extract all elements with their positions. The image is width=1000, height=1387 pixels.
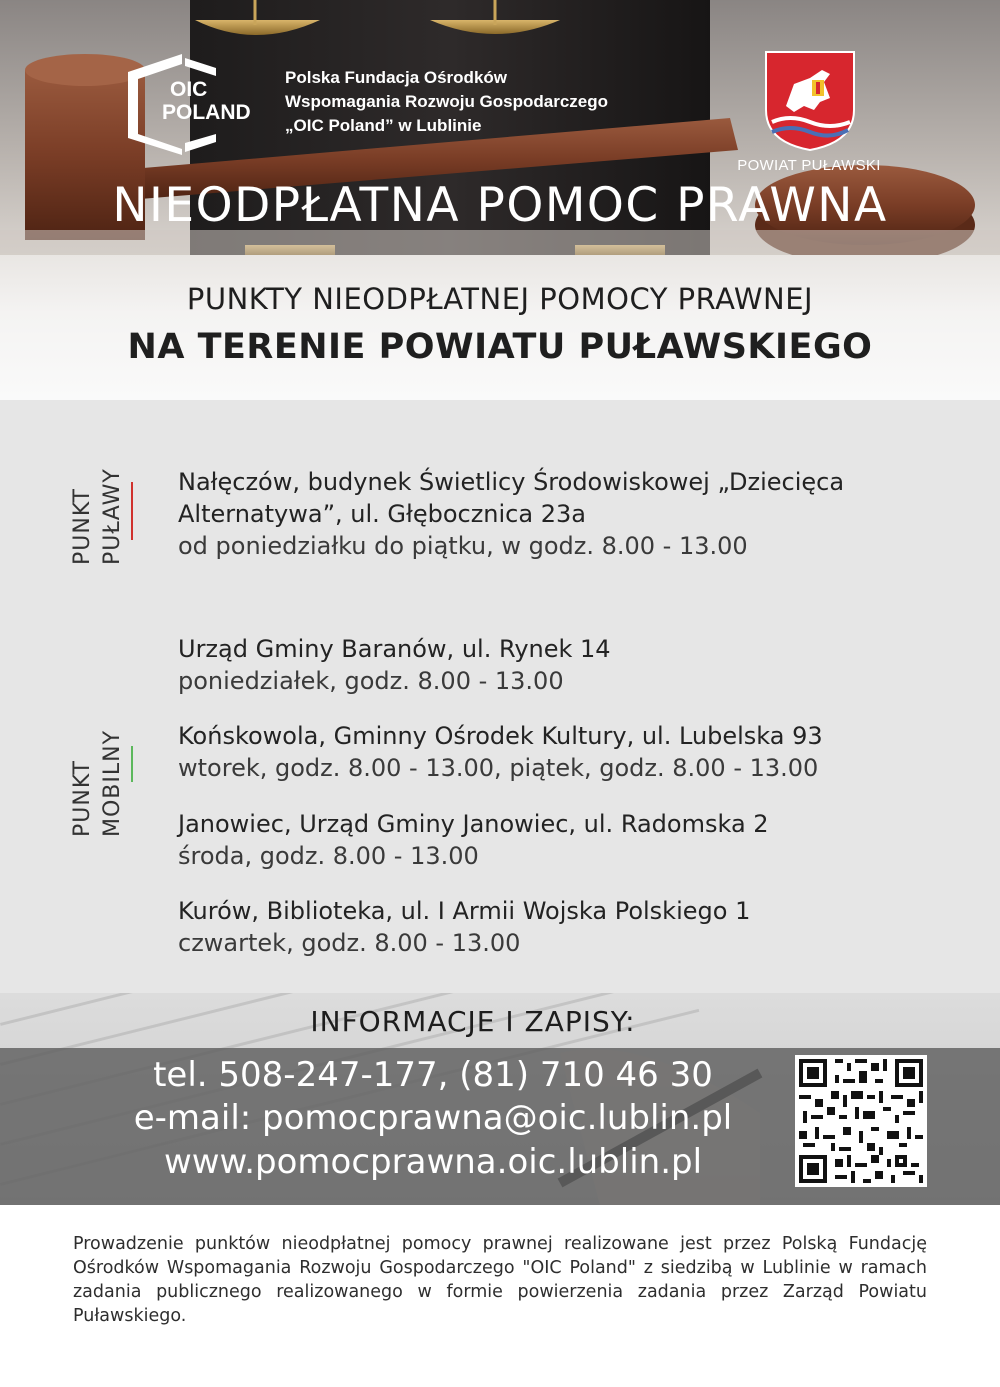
section-label-line: MOBILNY: [100, 729, 125, 837]
oic-poland-logo: [120, 52, 265, 157]
main-title: NIEODPŁATNA POMOC PRAWNA: [112, 178, 888, 233]
subtitle-line-1: PUNKTY NIEODPŁATNEJ POMOCY PRAWNEJ: [186, 282, 814, 316]
section-label-line: PUNKT: [70, 760, 95, 837]
location-naleczow: [178, 466, 844, 562]
location-konskowola: [178, 720, 823, 784]
contact-phone[interactable]: tel. 508-247-177, (81) 710 46 30: [153, 1055, 713, 1095]
contact-section: [0, 993, 1000, 1205]
accent-bar-green: [131, 746, 133, 782]
location-address: Janowiec, Urząd Gminy Janowiec, ul. Radomska 2: [178, 810, 769, 838]
location-address: Urząd Gminy Baranów, ul. Rynek 14: [178, 635, 611, 663]
logo-text-poland: POLAND: [162, 101, 251, 124]
organization-name: [285, 66, 608, 138]
accent-bar-red: [131, 482, 133, 540]
location-address: Nałęczów, budynek Świetlicy Środowiskowej „Dziecięca: [178, 468, 845, 496]
location-hours: poniedziałek, godz. 8.00 - 13.00: [178, 667, 564, 695]
section-label-line: PUŁAWY: [100, 468, 125, 565]
org-line: Wspomagania Rozwoju Gospodarczego: [285, 92, 609, 111]
location-hours: środa, godz. 8.00 - 13.00: [178, 842, 479, 870]
footer-note: Prowadzenie punktów nieodpłatnej pomocy prawnej realizowane jest przez Polską Fundację Ośrodków Wspomagania Rozwoju Gospodarczego "OIC Poland" z siedzibą w Lublinie w ramach zadania publicznego realizowanego w formie powierzenia zadania przez Zarząd Powiatu Puławskiego.: [73, 1234, 927, 1326]
locations-section: [0, 400, 1000, 993]
contact-heading: INFORMACJE I ZAPISY:: [310, 1005, 636, 1038]
location-kurow: [178, 895, 750, 959]
location-hours: od poniedziałku do piątku, w godz. 8.00 - 13.00: [178, 532, 748, 560]
subtitle-line-2: NA TERENIE POWIATU PUŁAWSKIEGO: [127, 327, 873, 367]
org-line: „OIC Poland” w Lublinie: [285, 116, 482, 135]
location-baranow: [178, 633, 611, 697]
contact-website[interactable]: www.pomocprawna.oic.lublin.pl: [163, 1142, 703, 1182]
location-address: Kurów, Biblioteka, ul. I Armii Wojska Polskiego 1: [178, 897, 751, 925]
section-label-line: PUNKT: [70, 488, 95, 565]
qr-code-icon[interactable]: [795, 1055, 927, 1187]
location-address: Końskowola, Gminny Ośrodek Kultury, ul. Lubelska 93: [178, 722, 823, 750]
powiat-coat-of-arms-icon: [764, 50, 856, 152]
location-hours: czwartek, godz. 8.00 - 13.00: [178, 929, 521, 957]
logo-text-oic: OIC: [170, 78, 208, 101]
section-label-mobilny: [68, 730, 128, 837]
org-line: Polska Fundacja Ośrodków: [285, 68, 508, 87]
location-address: Alternatywa”, ul. Głębocznica 23a: [178, 500, 586, 528]
location-hours: wtorek, godz. 8.00 - 13.00, piątek, godz. 8.00 - 13.00: [178, 754, 819, 782]
powiat-label: POWIAT PUŁAWSKI: [737, 157, 881, 174]
location-janowiec: [178, 808, 769, 872]
section-label-pulawy: [68, 468, 128, 565]
contact-email[interactable]: e-mail: pomocprawna@oic.lublin.pl: [133, 1098, 733, 1138]
